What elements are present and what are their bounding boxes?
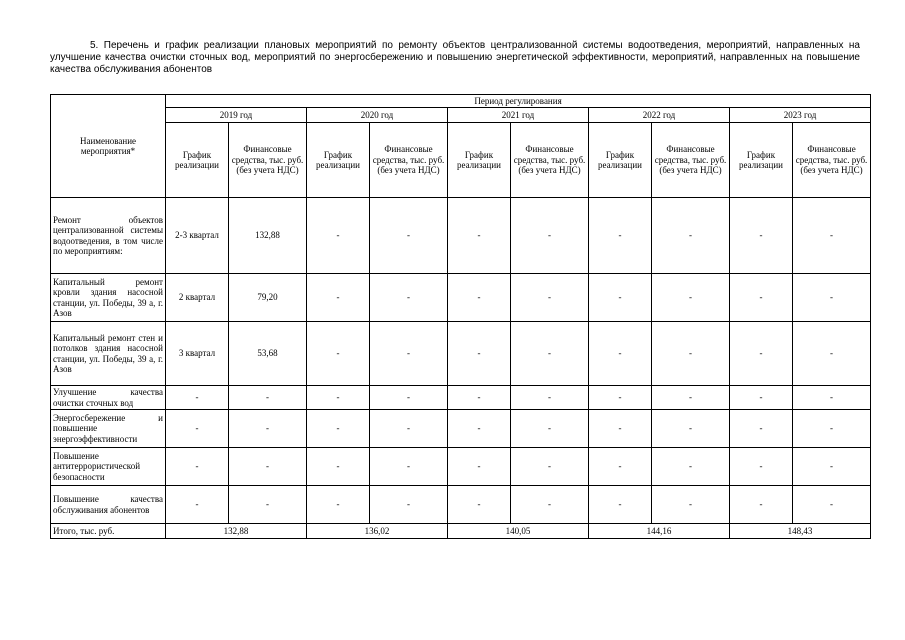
finance-cell: - <box>229 448 307 486</box>
finance-cell: - <box>511 386 589 410</box>
finance-cell: - <box>793 448 871 486</box>
schedule-cell: - <box>589 274 652 322</box>
schedule-cell: - <box>448 274 511 322</box>
schedule-header: График реализации <box>448 123 511 198</box>
schedule-header: График реализации <box>166 123 229 198</box>
year-header: 2021 год <box>448 108 589 123</box>
schedule-cell: - <box>730 410 793 448</box>
schedule-cell: - <box>730 448 793 486</box>
schedule-cell: - <box>589 198 652 274</box>
table-row <box>51 410 871 448</box>
header-row-years <box>51 108 871 123</box>
table-row <box>51 386 871 410</box>
schedule-cell: - <box>589 322 652 386</box>
measure-name-cell: Улучшение качества очистки сточных вод <box>51 386 166 410</box>
table-row <box>51 322 871 386</box>
schedule-cell: - <box>589 448 652 486</box>
header-row-subheaders <box>51 123 871 198</box>
total-value: 140,05 <box>448 524 589 539</box>
finance-header: Финансовые средства, тыс. руб. (без учета НДС) <box>370 123 448 198</box>
finance-cell: - <box>511 486 589 524</box>
finance-cell: - <box>511 198 589 274</box>
schedule-cell: - <box>589 386 652 410</box>
finance-cell: - <box>370 198 448 274</box>
finance-cell: - <box>793 386 871 410</box>
finance-header: Финансовые средства, тыс. руб. (без учета НДС) <box>511 123 589 198</box>
finance-cell: - <box>652 274 730 322</box>
total-value: 132,88 <box>166 524 307 539</box>
finance-cell: - <box>370 274 448 322</box>
measure-name-cell: Капитальный ремонт стен и потолков здания насосной станции, ул. Победы, 39 а, г. Азов <box>51 322 166 386</box>
finance-cell: - <box>370 386 448 410</box>
finance-cell: - <box>793 410 871 448</box>
finance-cell: - <box>652 410 730 448</box>
schedule-cell: - <box>730 274 793 322</box>
measure-name-cell: Повышение антитеррористической безопасности <box>51 448 166 486</box>
finance-cell: - <box>229 410 307 448</box>
table-row <box>51 486 871 524</box>
year-header: 2020 год <box>307 108 448 123</box>
finance-cell: - <box>793 274 871 322</box>
schedule-cell: 2 квартал <box>166 274 229 322</box>
finance-cell: - <box>370 322 448 386</box>
schedule-cell: - <box>448 198 511 274</box>
schedule-cell: - <box>307 198 370 274</box>
schedule-cell: - <box>448 448 511 486</box>
finance-cell: - <box>511 322 589 386</box>
plan-table <box>50 94 871 539</box>
measure-name-cell: Ремонт объектов централизованной системы водоотведения, в том числе по мероприятиям: <box>51 198 166 274</box>
schedule-header: График реализации <box>307 123 370 198</box>
schedule-cell: - <box>307 322 370 386</box>
finance-cell: - <box>229 486 307 524</box>
measure-name-cell: Энергосбережение и повышение энергоэффективности <box>51 410 166 448</box>
schedule-cell: - <box>730 322 793 386</box>
finance-header: Финансовые средства, тыс. руб. (без учета НДС) <box>793 123 871 198</box>
schedule-cell: - <box>589 486 652 524</box>
finance-header: Финансовые средства, тыс. руб. (без учета НДС) <box>229 123 307 198</box>
schedule-cell: - <box>307 386 370 410</box>
finance-cell: - <box>652 386 730 410</box>
finance-cell: - <box>370 410 448 448</box>
year-header: 2019 год <box>166 108 307 123</box>
schedule-cell: - <box>166 386 229 410</box>
total-value: 136,02 <box>307 524 448 539</box>
total-value: 148,43 <box>730 524 871 539</box>
measure-name-cell: Повышение качества обслуживания абонентов <box>51 486 166 524</box>
total-row <box>51 524 871 539</box>
finance-cell: - <box>511 448 589 486</box>
total-label: Итого, тыс. руб. <box>51 524 166 539</box>
schedule-cell: - <box>448 386 511 410</box>
finance-cell: - <box>370 448 448 486</box>
schedule-cell: 3 квартал <box>166 322 229 386</box>
year-header: 2022 год <box>589 108 730 123</box>
schedule-cell: - <box>448 410 511 448</box>
finance-cell: - <box>793 322 871 386</box>
schedule-cell: - <box>166 448 229 486</box>
schedule-header: График реализации <box>589 123 652 198</box>
table-row <box>51 448 871 486</box>
schedule-cell: - <box>307 448 370 486</box>
schedule-cell: - <box>166 486 229 524</box>
finance-cell: - <box>652 448 730 486</box>
name-column-header: Наименование мероприятия* <box>51 95 166 198</box>
schedule-cell: - <box>166 410 229 448</box>
table-row <box>51 198 871 274</box>
schedule-cell: - <box>730 386 793 410</box>
finance-cell: - <box>511 410 589 448</box>
finance-cell: 53,68 <box>229 322 307 386</box>
table-row <box>51 274 871 322</box>
finance-cell: 132,88 <box>229 198 307 274</box>
schedule-cell: - <box>730 486 793 524</box>
finance-cell: - <box>793 198 871 274</box>
year-header: 2023 год <box>730 108 871 123</box>
schedule-cell: - <box>307 274 370 322</box>
finance-cell: 79,20 <box>229 274 307 322</box>
section-heading: 5. Перечень и график реализации плановых мероприятий по ремонту объектов централизованной системы водоотведения, мероприятий, направленных на улучшение качества очистки сточных вод, мероприятий по энергосбережению и повышению энергетической эффективности, мероприятий, направленных на повышение качества обслуживания абонентов <box>50 40 860 75</box>
schedule-cell: - <box>448 322 511 386</box>
schedule-cell: - <box>589 410 652 448</box>
schedule-header: График реализации <box>730 123 793 198</box>
table-body <box>51 95 871 539</box>
finance-cell: - <box>370 486 448 524</box>
period-header: Период регулирования <box>166 95 871 108</box>
finance-cell: - <box>793 486 871 524</box>
schedule-cell: - <box>307 410 370 448</box>
finance-cell: - <box>652 486 730 524</box>
finance-header: Финансовые средства, тыс. руб. (без учета НДС) <box>652 123 730 198</box>
finance-cell: - <box>511 274 589 322</box>
schedule-cell: - <box>730 198 793 274</box>
schedule-cell: 2-3 квартал <box>166 198 229 274</box>
measure-name-cell: Капитальный ремонт кровли здания насосной станции, ул. Победы, 39 а, г. Азов <box>51 274 166 322</box>
schedule-cell: - <box>307 486 370 524</box>
schedule-cell: - <box>448 486 511 524</box>
finance-cell: - <box>652 322 730 386</box>
finance-cell: - <box>229 386 307 410</box>
total-value: 144,16 <box>589 524 730 539</box>
finance-cell: - <box>652 198 730 274</box>
header-row-period <box>51 95 871 108</box>
